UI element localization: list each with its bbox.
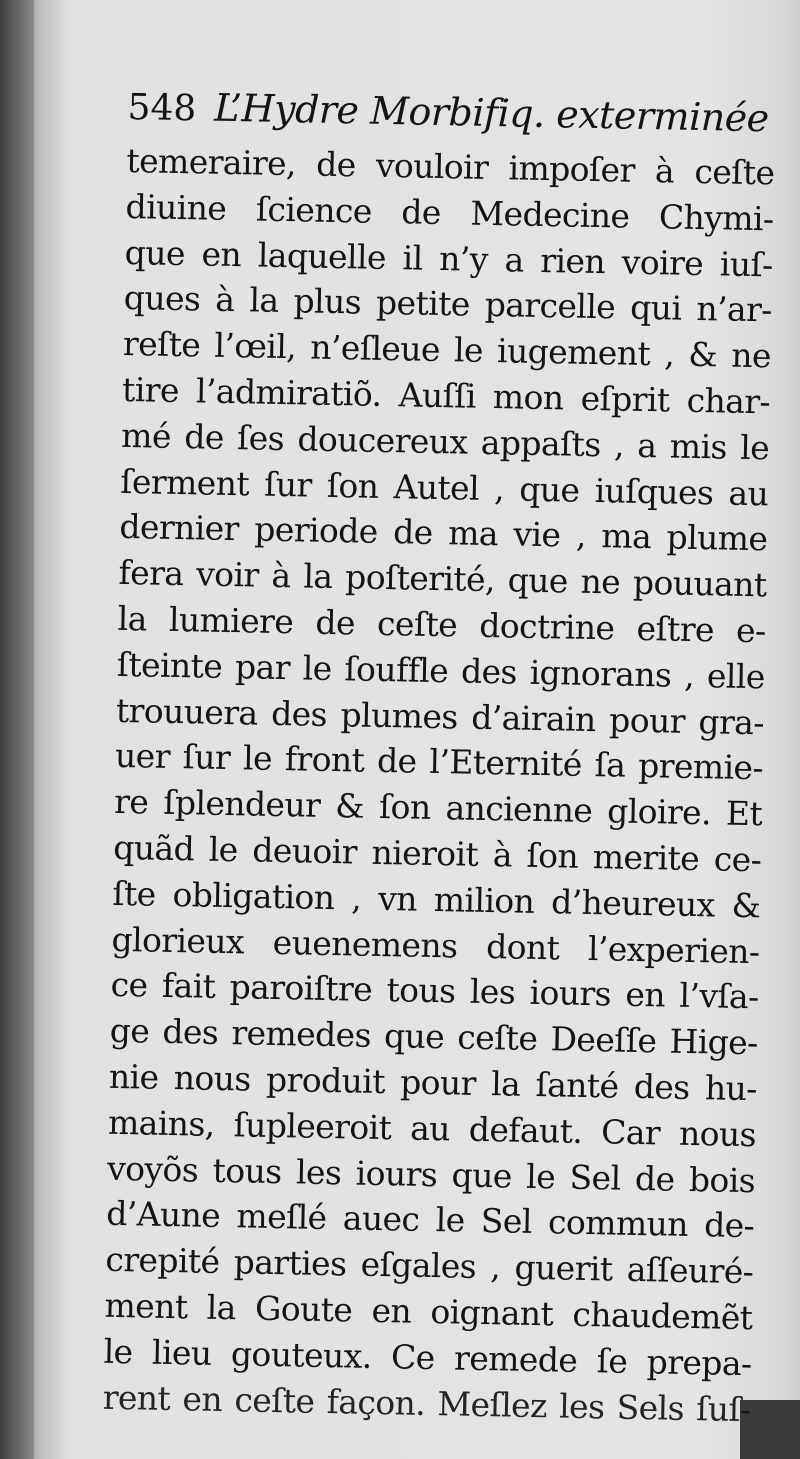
text-line: ſteinte par le ſouffle des ignorans , elle (116, 644, 766, 697)
text-line: le lieu gouteux. Ce remede ſe prepa- (103, 1331, 752, 1383)
text-line: crepité parties eſgales , guerit aſſeuré- (105, 1239, 754, 1292)
running-head-title: L’Hydre Morbifiq. exterminée (213, 85, 770, 141)
text-line: d’Aune meſlé auec le Sel commun de- (105, 1194, 755, 1246)
text-line: mé de ſes doucereux appaſts , a mis le (120, 415, 770, 468)
text-line: diuine ſcience de Medecine Chymi- (125, 186, 774, 239)
text-line: ques à la plus petite parcelle qui n’ar- (123, 278, 773, 330)
text-line: glorieux euenemens dont l’experien- (111, 919, 760, 971)
text-line: la lumiere de ceſte doctrine eſtre e- (117, 598, 766, 651)
text-line: ce fait paroiſtre tous les iours en l’vſa- (110, 965, 759, 1017)
book-gutter-shadow (0, 0, 34, 1459)
text-line: temeraire, de vouloir impoſer à ceſte (126, 140, 775, 193)
text-line: ſte obligation , vn milion d’heureux & (112, 873, 761, 926)
text-line: tire l’admiratiõ. Auſſi mon eſprit char- (121, 369, 771, 422)
text-line: mains, ſupleeroit au defaut. Car nous (107, 1102, 757, 1154)
text-line: uer ſur le front de l’Eternité ſa premie- (114, 736, 764, 788)
text-line: quãd le deuoir nieroit à ſon merite ce- (112, 827, 762, 880)
text-block (102, 84, 776, 1433)
text-line: que en laquelle il n’y a rien voire iuſ- (124, 232, 774, 284)
text-line: ſerment ſur ſon Autel , que iuſques au (120, 461, 769, 513)
page-number: 548 (127, 86, 197, 130)
text-line: re ſplendeur & ſon ancienne gloire. Et (113, 782, 763, 834)
text-line: trouuera des plumes d’airain pour gra- (115, 690, 765, 742)
text-line: ment la Goute en oignant chaudemẽt (104, 1285, 753, 1338)
text-line: fera voir à la poſterité, que ne pouuant (118, 553, 767, 605)
text-line: reſte l’œil, n’eſleue le iugement , & ne (122, 324, 772, 376)
text-line: dernier periode de ma vie , ma plume (119, 507, 768, 559)
text-line: voyõs tous les iours que le Sel de bois (106, 1148, 756, 1200)
text-line: rent en ceſte façon. Meſlez les Sels ſuſ- (102, 1377, 752, 1429)
text-line: ge des remedes que ceſte Deeſſe Hige- (109, 1010, 759, 1063)
text-line: nie nous produit pour la ſanté des hu- (108, 1056, 758, 1109)
